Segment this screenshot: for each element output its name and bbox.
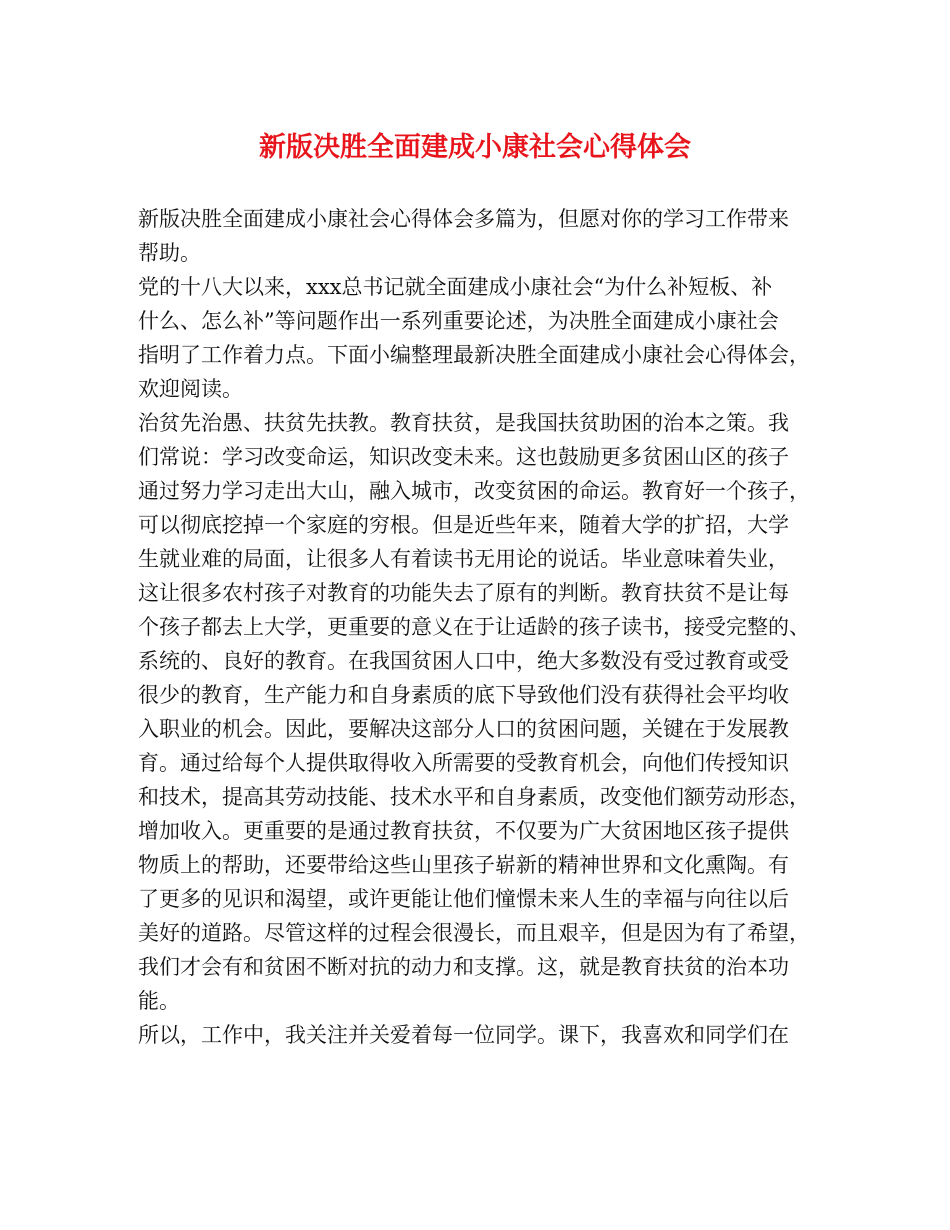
body-line: 美好的道路。尽管这样的过程会很漫长，而且艰辛，但是因为有了希望，: [138, 921, 810, 945]
body-line: 治贫先治愚、扶贫先扶教。教育扶贫，是我国扶贫助困的治本之策。我: [138, 411, 789, 435]
body-line: 育。通过给每个人提供取得收入所需要的受教育机会，向他们传授知识: [138, 751, 789, 775]
body-line: 能。: [138, 989, 180, 1013]
document-title: 新版决胜全面建成小康社会心得体会: [259, 132, 691, 163]
body-line: 帮助。: [138, 241, 201, 265]
body-line: 我们才会有和贫困不断对抗的动力和支撑。这，就是教育扶贫的治本功: [138, 955, 789, 979]
body-line: 个孩子都去上大学，更重要的意义在于让适龄的孩子读书，接受完整的、: [138, 615, 810, 639]
body-line: 很少的教育，生产能力和自身素质的底下导致他们没有获得社会平均收: [138, 683, 789, 707]
body-line: 所以，工作中，我关注并关爱着每一位同学。课下，我喜欢和同学们在: [138, 1023, 789, 1047]
body-line: 生就业难的局面，让很多人有着读书无用论的说话。毕业意味着失业，: [138, 547, 789, 571]
body-line: 系统的、良好的教育。在我国贫困人口中，绝大多数没有受过教育或受: [138, 649, 789, 673]
body-line: 通过努力学习走出大山，融入城市，改变贫困的命运。教育好一个孩子，: [138, 479, 810, 503]
body-line: 了更多的见识和渴望，或许更能让他们憧憬未来人生的幸福与向往以后: [138, 887, 789, 911]
body-line: 入职业的机会。因此，要解决这部分人口的贫困问题，关键在于发展教: [138, 717, 789, 741]
body-line: 和技术，提高其劳动技能、技术水平和自身素质，改变他们额劳动形态，: [138, 785, 810, 809]
body-line: 增加收入。更重要的是通过教育扶贫，不仅要为广大贫困地区孩子提供: [138, 819, 789, 843]
body-line: 指明了工作着力点。下面小编整理最新决胜全面建成小康社会心得体会，: [138, 343, 810, 367]
body-line: 这让很多农村孩子对教育的功能失去了原有的判断。教育扶贫不是让每: [138, 581, 789, 605]
body-line: 们常说：学习改变命运，知识改变未来。这也鼓励更多贫困山区的孩子: [138, 445, 789, 469]
body-line: 党的十八大以来，xxx总书记就全面建成小康社会“为什么补短板、补: [138, 275, 773, 299]
body-line: 新版决胜全面建成小康社会心得体会多篇为，但愿对你的学习工作带来: [138, 207, 789, 231]
body-line: 什么、怎么补”等问题作出一系列重要论述，为决胜全面建成小康社会: [138, 309, 779, 333]
body-line: 物质上的帮助，还要带给这些山里孩子崭新的精神世界和文化熏陶。有: [138, 853, 789, 877]
body-line: 欢迎阅读。: [138, 377, 243, 401]
document-body: [138, 202, 816, 1052]
body-line: 可以彻底挖掉一个家庭的穷根。但是近些年来，随着大学的扩招，大学: [138, 513, 789, 537]
